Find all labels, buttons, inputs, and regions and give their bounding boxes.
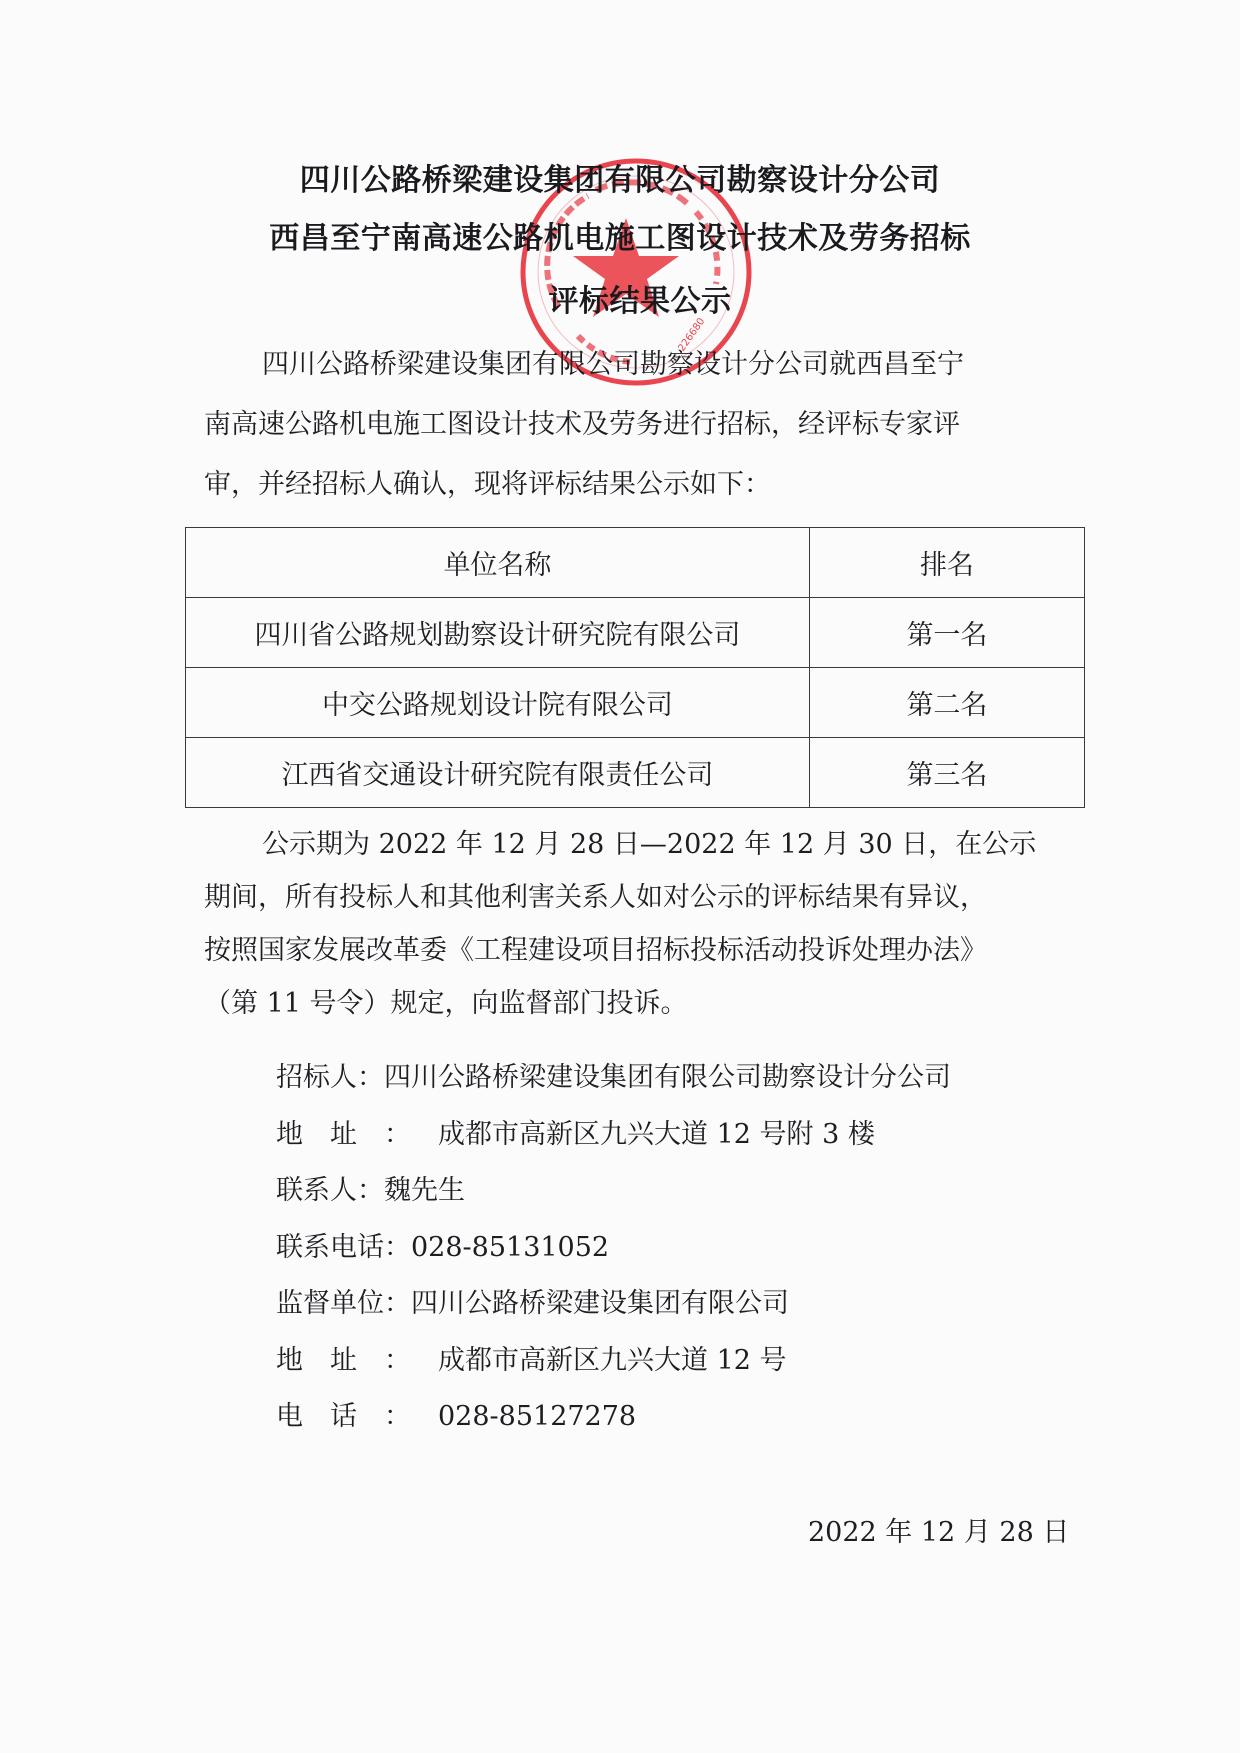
supervisor-phone-label: 电话： [276, 1401, 438, 1432]
results-table [185, 527, 1085, 808]
contact-phone-label: 联系电话： [276, 1231, 411, 1263]
intro-paragraph [204, 335, 1084, 515]
title-project: 西昌至宁南高速公路机电施工图设计技术及劳务招标 [269, 221, 971, 256]
title-company: 四川公路桥梁建设集团有限公司勘察设计分公司 [299, 163, 941, 198]
header-rank: 排名 [809, 528, 1084, 598]
table-header-row [186, 528, 1085, 598]
tenderer-value: 四川公路桥梁建设集团有限公司勘察设计分公司 [384, 1062, 951, 1093]
notice-line: （第 11 号令）规定，向监督部门投诉。 [204, 988, 688, 1019]
notice-line: 公示期为 2022 年 12 月 28 日—2022 年 12 月 30 日，在公示 [262, 829, 1037, 860]
table-row [186, 738, 1085, 808]
supervisor-phone-row [276, 1389, 951, 1446]
title-announcement: 评标结果公示 [548, 284, 732, 319]
supervisor-address-value: 成都市高新区九兴大道 12 号 [438, 1344, 787, 1376]
svg-text:226680: 226680 [676, 316, 708, 354]
supervisor-label: 监督单位： [276, 1288, 411, 1319]
document-date: 2022 年 12 月 28 日 [808, 1517, 1070, 1548]
intro-line: 审，并经招标人确认，现将评标结果公示如下： [204, 469, 771, 500]
header-company-name: 单位名称 [186, 528, 810, 598]
supervisor-address-row [276, 1333, 951, 1390]
intro-line: 四川公路桥梁建设集团有限公司勘察设计分公司就西昌至宁 [262, 349, 964, 380]
supervisor-phone-value: 028-85127278 [438, 1401, 637, 1432]
contact-person-label: 联系人： [276, 1175, 384, 1206]
address-label: 地址： [276, 1118, 438, 1150]
tenderer-address-row [276, 1107, 951, 1164]
company-name-cell: 中交公路规划设计院有限公司 [186, 668, 810, 738]
notice-paragraph [204, 818, 1084, 1030]
address-value: 成都市高新区九兴大道 12 号附 3 楼 [438, 1118, 875, 1150]
rank-cell: 第三名 [809, 738, 1084, 808]
notice-line: 按照国家发展改革委《工程建设项目招标投标活动投诉处理办法》 [204, 935, 987, 966]
company-name-cell: 江西省交通设计研究院有限责任公司 [186, 738, 810, 808]
company-name-cell: 四川省公路规划勘察设计研究院有限公司 [186, 598, 810, 668]
supervisor-address-label: 地址： [276, 1344, 438, 1376]
intro-line: 南高速公路机电施工图设计技术及劳务进行招标，经评标专家评 [204, 409, 960, 440]
rank-cell: 第二名 [809, 668, 1084, 738]
contact-phone-value: 028-85131052 [411, 1231, 610, 1263]
contact-block [276, 1050, 951, 1446]
supervisor-row [276, 1276, 951, 1333]
supervisor-value: 四川公路桥梁建设集团有限公司 [411, 1288, 789, 1319]
table-row [186, 668, 1085, 738]
rank-cell: 第一名 [809, 598, 1084, 668]
notice-line: 期间，所有投标人和其他利害关系人如对公示的评标结果有异议， [204, 882, 987, 913]
tenderer-row [276, 1050, 951, 1107]
contact-person-row [276, 1163, 951, 1220]
contact-person-value: 魏先生 [384, 1175, 465, 1206]
contact-phone-row [276, 1220, 951, 1277]
tenderer-label: 招标人： [276, 1062, 384, 1093]
table-row [186, 598, 1085, 668]
